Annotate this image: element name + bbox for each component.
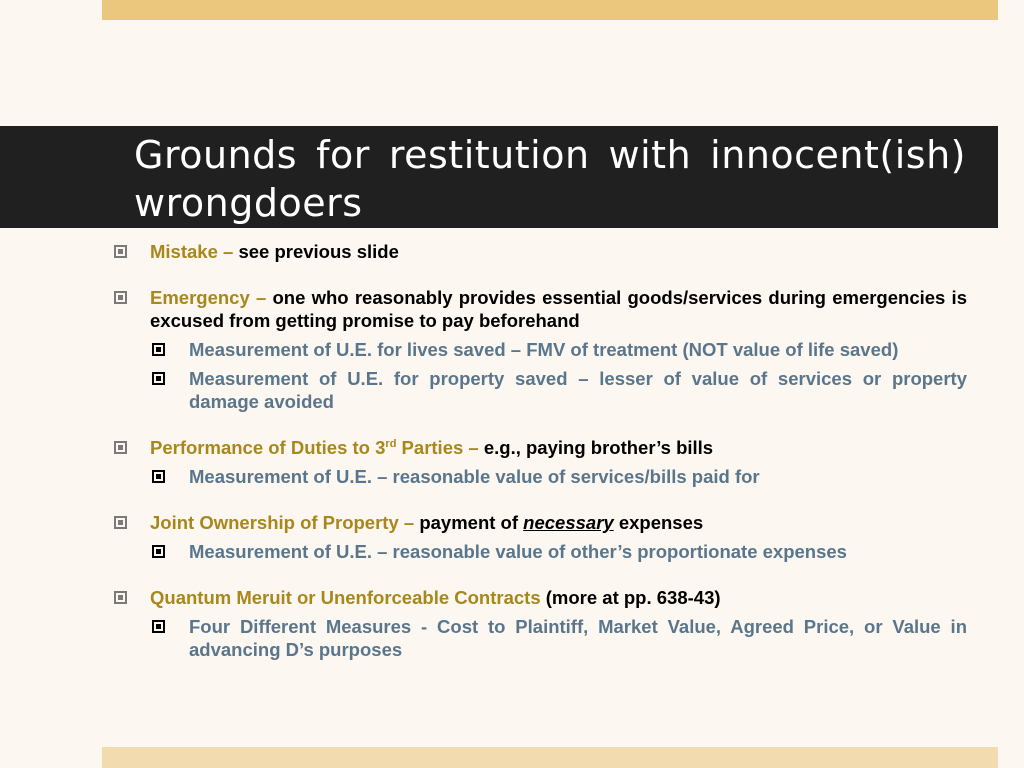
bullet-dash: – (249, 287, 273, 308)
bullet-lead: Quantum Meruit or Unenforceable Contracts (150, 587, 541, 608)
bullet-joint-ownership (114, 511, 967, 534)
square-bullet-icon (114, 245, 127, 258)
bullet-dash: – (217, 241, 239, 262)
bullet-emergency (114, 286, 967, 332)
bullet-performance-of-duties (114, 436, 967, 459)
bullet-quantum-meruit (114, 586, 967, 609)
sub-bullet (114, 338, 967, 361)
slide-content (114, 240, 967, 661)
square-bullet-icon (114, 516, 127, 529)
bottom-accent-band (102, 747, 998, 768)
square-bullet-icon (114, 591, 127, 604)
square-bullet-icon (152, 372, 165, 385)
bullet-text: e.g., paying brother’s bills (483, 437, 714, 458)
sub-bullet-text: Measurement of U.E. – reasonable value of other’s proportionate expenses (189, 541, 847, 562)
bullet-lead: Performance of Duties to 3rd Parties (150, 437, 464, 458)
sub-bullet (114, 615, 967, 661)
square-bullet-icon (114, 441, 127, 454)
bullet-dash: – (463, 437, 484, 458)
bullet-lead: Mistake (150, 241, 218, 262)
sub-bullet (114, 367, 967, 413)
bullet-text: one who reasonably provides essential goods/services during emergencies is excused from getting promise to pay beforehand (150, 287, 967, 331)
square-bullet-icon (152, 343, 165, 356)
bullet-mistake (114, 240, 967, 263)
square-bullet-icon (114, 291, 127, 304)
square-bullet-icon (152, 620, 165, 633)
sub-bullet-text: Four Different Measures - Cost to Plaintiff, Market Value, Agreed Price, or Value in advancing D’s purposes (189, 616, 967, 660)
sub-bullet-text: Measurement of U.E. for property saved – lesser of value of services or property damage avoided (189, 368, 967, 412)
bullet-lead: Emergency (150, 287, 250, 308)
slide-title: Grounds for restitution with innocent(ish) wrongdoers (134, 133, 966, 225)
sub-bullet-text: Measurement of U.E. for lives saved – FMV of treatment (NOT value of life saved) (189, 339, 899, 360)
bullet-dash: – (398, 512, 420, 533)
square-bullet-icon (152, 545, 165, 558)
square-bullet-icon (152, 470, 165, 483)
bullet-text: see previous slide (238, 241, 399, 262)
top-accent-band (102, 0, 998, 20)
sub-bullet-text: Measurement of U.E. – reasonable value of services/bills paid for (189, 466, 760, 487)
sub-bullet (114, 540, 967, 563)
bullet-lead: Joint Ownership of Property (150, 512, 399, 533)
bullet-text: payment of necessary expenses (419, 512, 704, 533)
sub-bullet (114, 465, 967, 488)
bullet-text: (more at pp. 638-43) (540, 587, 721, 608)
